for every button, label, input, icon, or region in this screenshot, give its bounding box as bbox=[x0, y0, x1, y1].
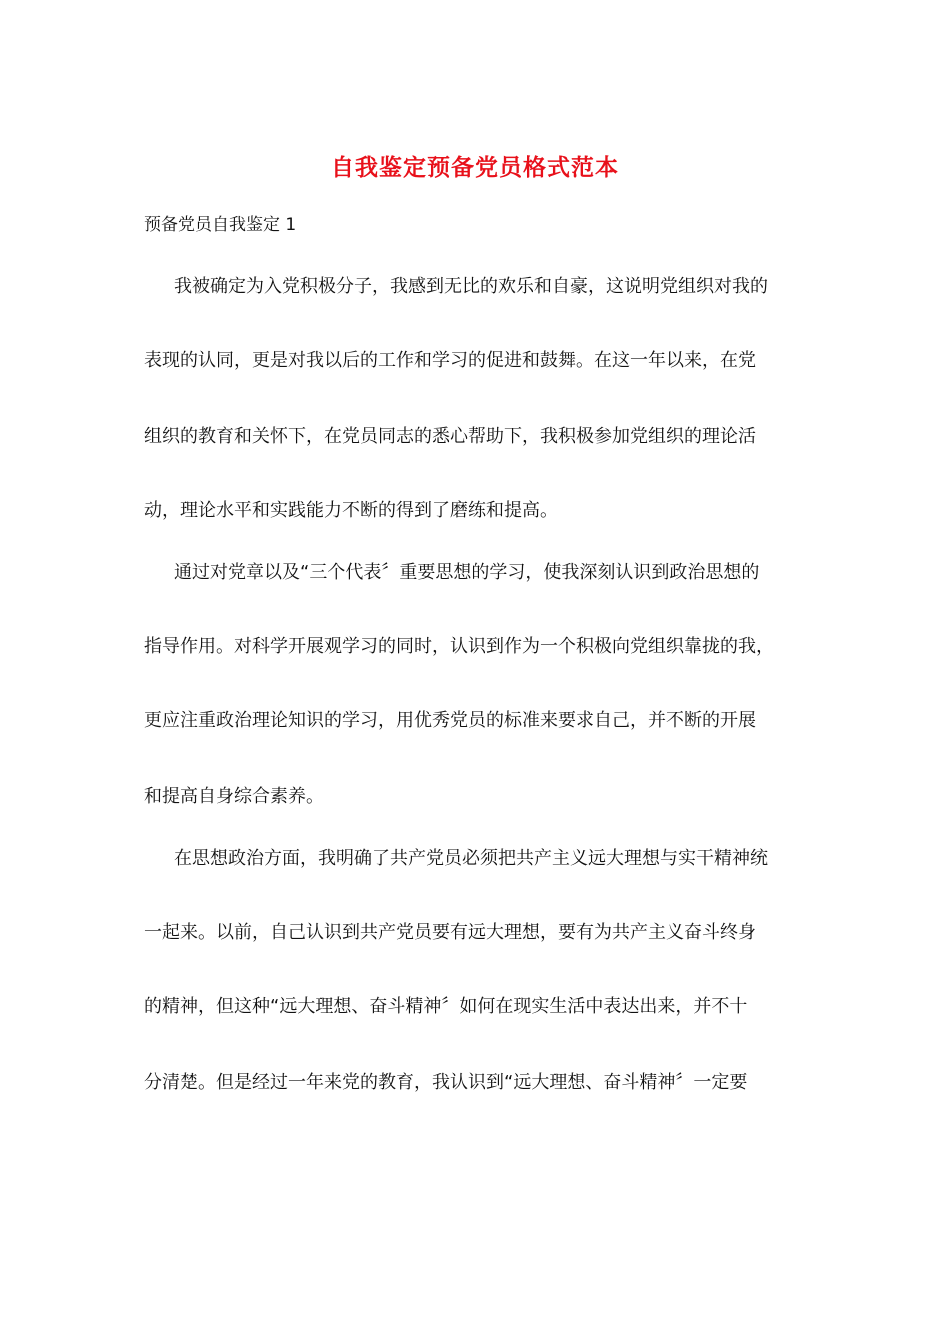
paragraph-2-line-1: 通过对党章以及“三个代表〞重要思想的学习，使我深刻认识到政治思想的 bbox=[174, 562, 760, 583]
paragraph-3-line-3: 的精神，但这种“远大理想、奋斗精神〞如何在现实生活中表达出来，并不十 bbox=[144, 996, 748, 1017]
paragraph-3-line-1: 在思想政治方面，我明确了共产党员必须把共产主义远大理想与实干精神统 bbox=[174, 848, 768, 869]
paragraph-3-line-2: 一起来。以前，自己认识到共产党员要有远大理想，要有为共产主义奋斗终身 bbox=[144, 922, 756, 943]
paragraph-1-line-1: 我被确定为入党积极分子，我感到无比的欢乐和自豪，这说明党组织对我的 bbox=[174, 276, 768, 297]
paragraph-1-line-2: 表现的认同，更是对我以后的工作和学习的促进和鼓舞。在这一年以来，在党 bbox=[144, 350, 756, 371]
paragraph-3-line-4: 分清楚。但是经过一年来党的教育，我认识到“远大理想、奋斗精神〞一定要 bbox=[144, 1072, 748, 1093]
paragraph-2-line-2: 指导作用。对科学开展观学习的同时，认识到作为一个积极向党组织靠拢的我， bbox=[144, 636, 774, 657]
paragraph-2-line-4: 和提高自身综合素养。 bbox=[144, 786, 324, 807]
section-heading: 预备党员自我鉴定 1 bbox=[144, 215, 297, 235]
document-title: 自我鉴定预备党员格式范本 bbox=[331, 154, 619, 181]
paragraph-1-line-3: 组织的教育和关怀下，在党员同志的悉心帮助下，我积极参加党组织的理论活 bbox=[144, 426, 756, 447]
paragraph-1-line-4: 动，理论水平和实践能力不断的得到了磨练和提高。 bbox=[144, 500, 558, 521]
paragraph-2-line-3: 更应注重政治理论知识的学习，用优秀党员的标准来要求自己，并不断的开展 bbox=[144, 710, 756, 731]
